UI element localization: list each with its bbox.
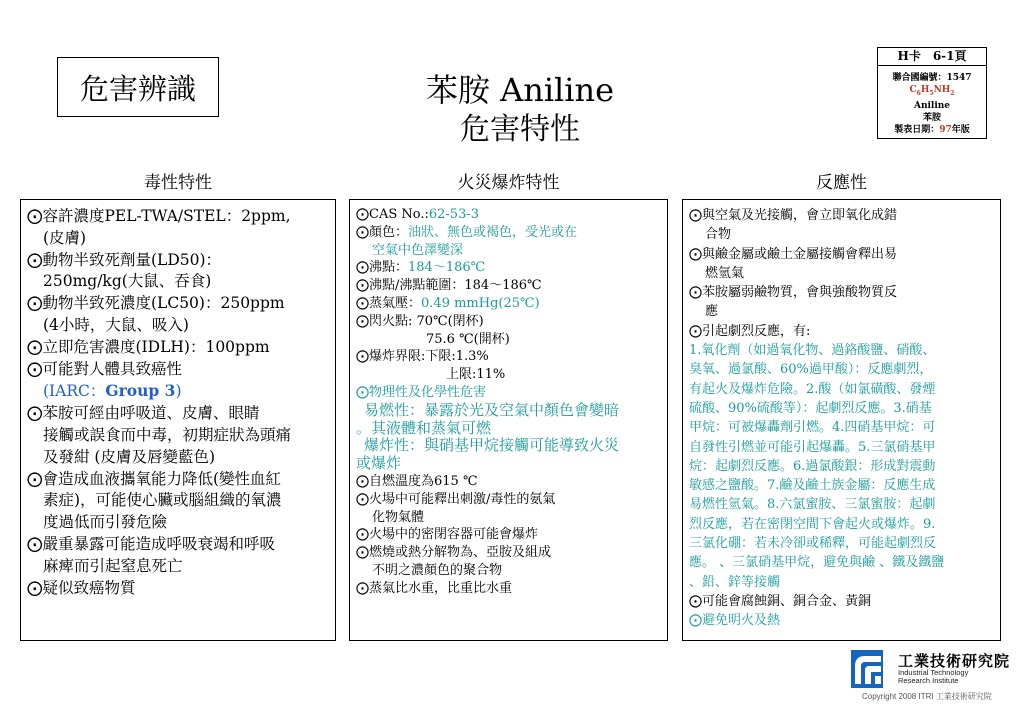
list-item: 及發紺 (皮膚及唇變藍色) — [43, 447, 216, 466]
vapor-pressure: ⨀蒸氣壓：0.49 mmHg(25℃) — [356, 295, 540, 311]
list-item: 三氯化硼：若未冷卻或稀釋，可能起劇烈反 — [689, 536, 937, 552]
list-item: ⨀苯胺可經由呼吸道、皮膚、眼睛 — [27, 404, 260, 423]
list-item: 甲烷：可被爆轟劑引燃。4.四硝基甲烷：可 — [689, 420, 936, 436]
list-item: ⨀會造成血液攜氧能力降低(變性血紅 — [27, 469, 282, 488]
list-item: ⨀避免明火及熱 — [689, 613, 781, 629]
cas-number: ⨀CAS No.:62-53-3 — [356, 207, 479, 222]
page-title: 苯胺 Aniline — [425, 71, 615, 109]
list-item: ⨀物理性及化學性危害 — [356, 384, 487, 400]
list-item: ⨀自燃溫度為615 ℃ — [356, 473, 478, 489]
list-item: 硫酸、90%硫酸等）：起劇烈反應。3.硝基 — [689, 400, 932, 416]
list-item: ⨀蒸氣比水重，比重比水重 — [356, 580, 513, 596]
list-item: 有起火及爆炸危險。2.酸（如氯磺酸、發煙 — [689, 381, 936, 397]
page-subtitle: 危害特性 — [460, 112, 580, 147]
list-item: 自發性引燃並可能引起爆轟。5.三氯硝基甲 — [689, 439, 936, 455]
list-item: 易燃性氫氣。8.六氯蜜胺、三氯蜜胺：起劇 — [689, 497, 936, 513]
list-item: ⨀引起劇烈反應，有: — [689, 323, 811, 339]
color-property: ⨀顏色：油狀、無色或褐色，受光或在 — [356, 224, 578, 240]
reactivity-panel — [682, 199, 1001, 641]
list-item: ⨀疑似致癌物質 — [27, 578, 136, 597]
card-date: 製表日期：97年版 — [894, 124, 970, 135]
list-item: 空氣中色澤變深 — [372, 242, 464, 258]
column-header-fire: 火災爆炸特性 — [457, 173, 560, 193]
list-item: ⨀火場中可能釋出刺激/毒性的氨氣 — [356, 491, 556, 507]
list-item: 麻痺而引起窒息死亡 — [43, 556, 183, 575]
list-item: 1.氧化劑（如過氧化物、過鉻酸鹽、硝酸、 — [689, 343, 936, 359]
list-item: 250mg/kg(大鼠、吞食) — [43, 272, 212, 291]
list-item: 烷：起劇烈反應。6.過氯酸銀：形成對震動 — [689, 458, 936, 474]
list-item: (4小時，大鼠、吸入) — [43, 315, 189, 334]
hazard-identification-label — [57, 57, 219, 117]
list-item: ⨀可能對人體具致癌性 — [27, 359, 183, 378]
card-name-zh: 苯胺 — [922, 112, 941, 123]
org-name-zh: 工業技術研究院 — [898, 652, 1011, 670]
column-header-reactivity: 反應性 — [816, 173, 867, 193]
card-name-en: Aniline — [913, 100, 951, 111]
list-item: ⨀動物半致死劑量(LD50)： — [27, 250, 222, 269]
column-header-toxicity: 毒性特性 — [144, 173, 212, 193]
itri-logo-icon — [851, 650, 883, 688]
list-item: 敏感之鹽酸。7.鹼及鹼土族金屬：反應生成 — [689, 478, 936, 494]
list-item: ⨀閃火點: 70℃(閉杯) — [356, 313, 484, 329]
list-item: ⨀立即危害濃度(IDLH)：100ppm — [27, 337, 270, 356]
un-number: 聯合國編號：1547 — [892, 73, 972, 83]
list-item: 度過低而引發危險 — [43, 513, 168, 532]
list-item: 易燃性：暴露於光及空氣中顏色會變暗 — [364, 400, 620, 419]
list-item: ⨀容許濃度PEL-TWA/STEL：2ppm, — [27, 207, 291, 225]
list-item: ⨀與空氣及光接觸，會立即氧化成錯 — [689, 208, 898, 223]
list-item: ⨀燃燒或熱分解物為、亞胺及組成 — [356, 545, 552, 561]
list-item: 、鉛、鋅等接觸 — [689, 574, 781, 590]
list-item: 爆炸性：與硝基甲烷接觸可能導致火災 — [364, 436, 620, 455]
toxicity-panel — [20, 199, 336, 641]
org-name-en: Industrial Technology Research Institute — [898, 668, 969, 685]
list-item: 合物 — [705, 227, 732, 243]
list-item: (皮膚) — [43, 228, 87, 247]
list-item: 或爆炸 — [356, 454, 402, 473]
chemical-formula: $C_6H_5NH_2$ — [909, 85, 955, 97]
list-item: 燃氫氣 — [705, 265, 745, 281]
hazard-label-text: 危害辨識 — [79, 71, 196, 106]
list-item: 應。 、三氯硝基甲烷，避免與鹼 、鐵及鐵鹽 — [689, 555, 945, 571]
list-item: ⨀嚴重暴露可能造成呼吸衰竭和呼吸 — [27, 534, 276, 553]
list-item: 不明之濃顏色的聚合物 — [372, 562, 503, 578]
list-item: 。其液體和蒸氣可燃 — [356, 418, 492, 437]
list-item: 接觸或誤食而中毒，初期症狀為頭痛 — [43, 425, 292, 444]
list-item: 化物氣體 — [372, 509, 425, 525]
list-item: 素症)，可能使心臟或腦組織的氧濃 — [43, 491, 282, 510]
list-item: 烈反應，若在密閉空間下會起火或爆炸。9. — [689, 516, 936, 532]
h-card-info-box — [877, 47, 987, 139]
list-item: 上限:11% — [446, 367, 506, 383]
copyright-text: Copyright 2008 ITRI 工業技術研究院 — [862, 692, 992, 701]
list-item: 臭氧、過氯酸、60%過甲酸）：反應劇烈， — [689, 362, 933, 378]
fire-explosion-panel — [349, 199, 668, 641]
card-header: H卡 6-1頁 — [878, 48, 986, 66]
list-item: ⨀可能會腐蝕銅、銅合金、黃銅 — [689, 593, 872, 609]
list-item: ⨀苯胺屬弱鹼物質，會與強酸物質反 — [689, 285, 898, 301]
list-item: ⨀爆炸界限:下限:1.3% — [356, 349, 489, 365]
list-item: ⨀動物半致死濃度(LC50)：250ppm — [27, 294, 285, 313]
list-item: ⨀火場中的密閉容器可能會爆炸 — [356, 527, 539, 543]
list-item: 75.6 ℃(開杯) — [426, 331, 510, 347]
boiling-point: ⨀沸點：184～186℃ — [356, 260, 486, 276]
iarc-classification: (IARC：Group 3) — [43, 381, 182, 401]
list-item: ⨀沸點/沸點範圍：184～186℃ — [356, 278, 542, 294]
list-item: 應 — [705, 304, 719, 320]
list-item: ⨀與鹼金屬或鹼土金屬接觸會釋出易 — [689, 246, 898, 262]
